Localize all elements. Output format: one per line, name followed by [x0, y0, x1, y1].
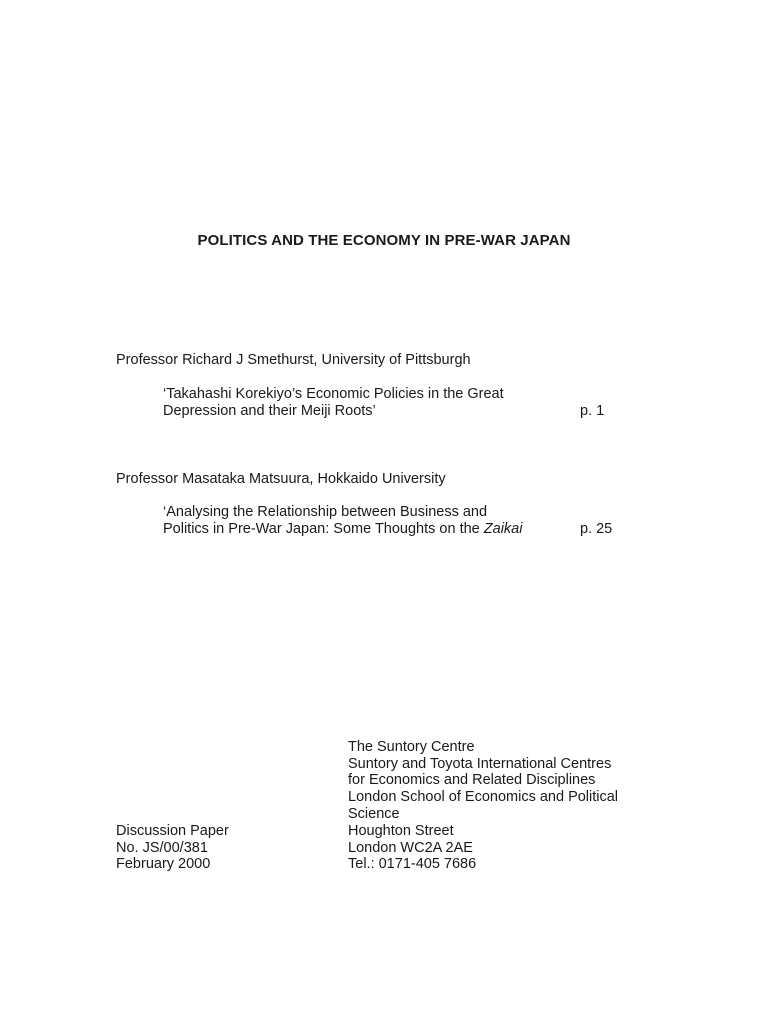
- author-2: Professor Masataka Matsuura, Hokkaido University: [116, 471, 446, 487]
- address-line: The Suntory Centre: [348, 739, 475, 755]
- paper-1-title-line-1: ‘Takahashi Korekiyo’s Economic Policies in the Great: [163, 386, 504, 402]
- discussion-paper-label: Discussion Paper: [116, 823, 229, 839]
- document-title: POLITICS AND THE ECONOMY IN PRE-WAR JAPAN: [197, 232, 571, 249]
- paper-2-title-line-1: ‘Analysing the Relationship between Business and: [163, 504, 488, 520]
- address-line: Tel.: 0171-405 7686: [348, 856, 477, 872]
- paper-1-page-number: p. 1: [580, 403, 605, 419]
- paper-2-title-italic: Zaikai: [483, 521, 523, 537]
- address-line: Science: [348, 806, 400, 822]
- address-line: London WC2A 2AE: [348, 840, 473, 856]
- paper-number: No. JS/00/381: [116, 840, 208, 856]
- paper-2-title-line-2-text: Politics in Pre-War Japan: Some Thoughts on the: [163, 521, 484, 537]
- author-1: Professor Richard J Smethurst, University of Pittsburgh: [116, 352, 471, 368]
- address-line: Suntory and Toyota International Centres: [348, 756, 612, 772]
- paper-2-title-line-2: [163, 521, 522, 538]
- paper-2-page-number: p. 25: [580, 521, 613, 537]
- address-line: Houghton Street: [348, 823, 454, 839]
- paper-date: February 2000: [116, 856, 211, 872]
- address-line: for Economics and Related Disciplines: [348, 772, 596, 788]
- address-line: London School of Economics and Political: [348, 789, 619, 805]
- paper-1-title-line-2: Depression and their Meiji Roots’: [163, 403, 376, 419]
